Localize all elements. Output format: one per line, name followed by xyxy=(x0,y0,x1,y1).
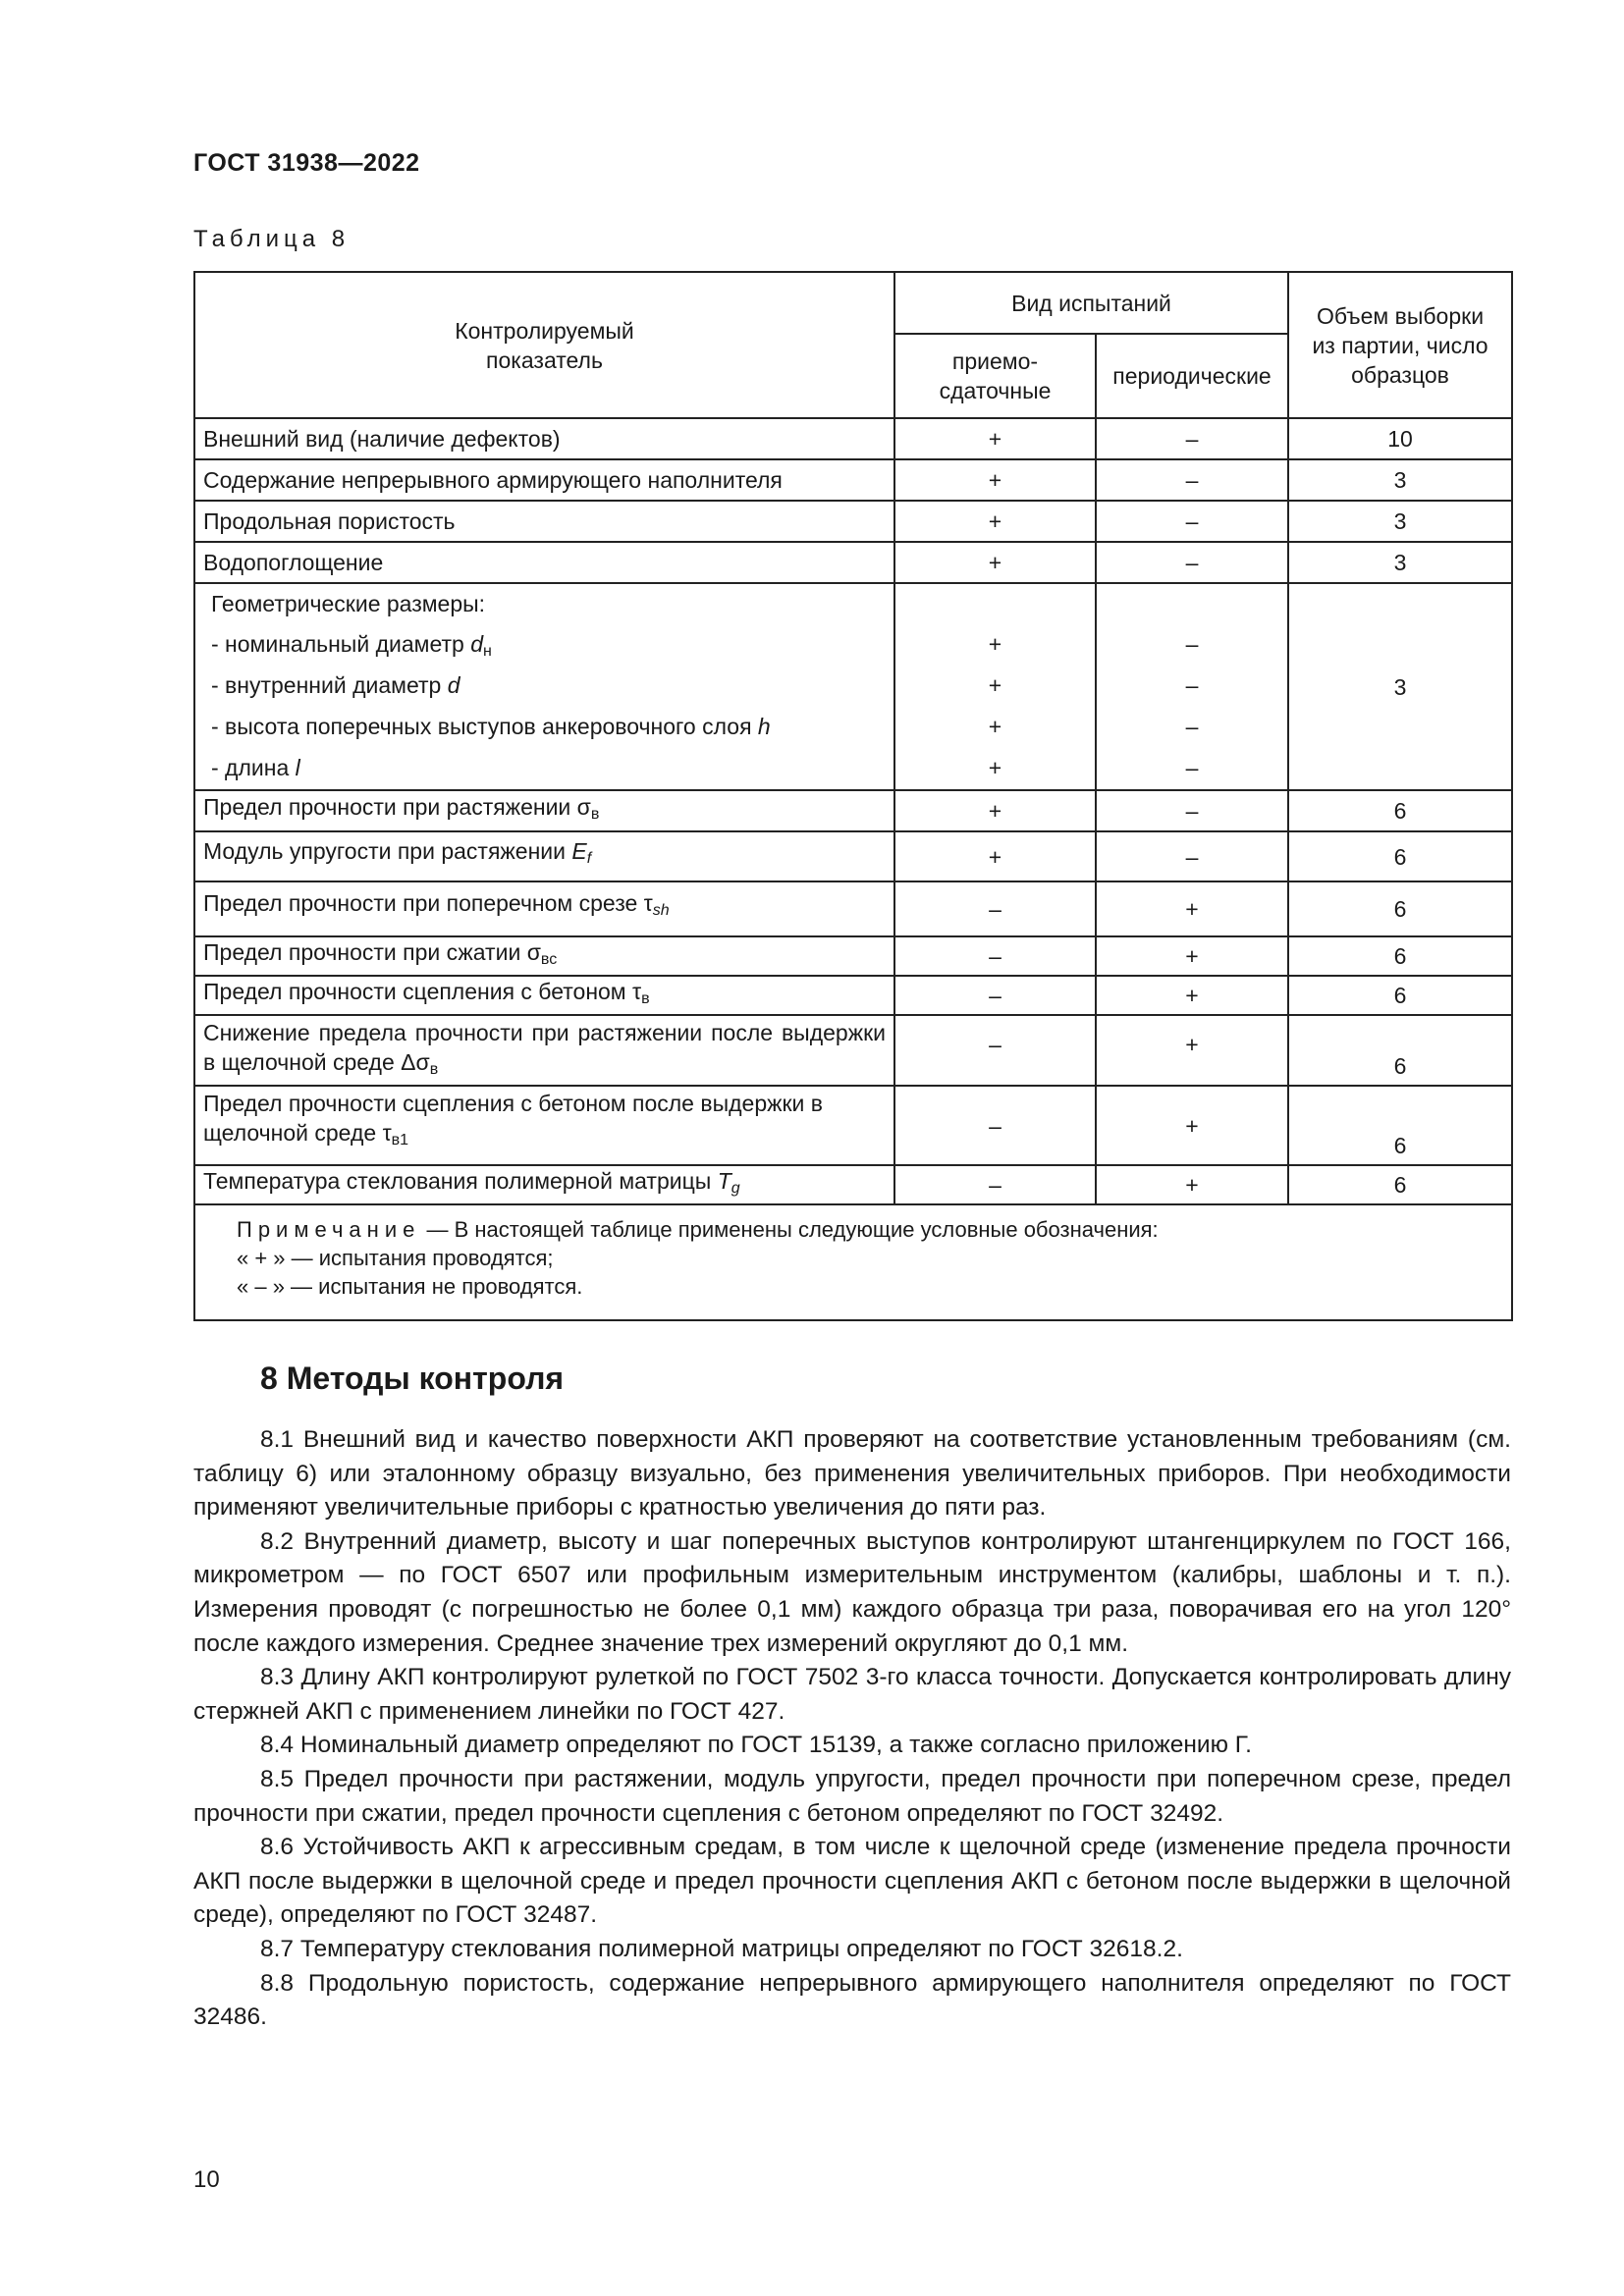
table-row xyxy=(194,459,1512,501)
geometry-acceptance: + + + + xyxy=(894,583,1096,790)
geometry-item: - длина l xyxy=(211,755,300,780)
header-acceptance: приемо-сдаточные xyxy=(894,334,1096,418)
row-periodic: + xyxy=(1096,1165,1288,1204)
row-acceptance: + xyxy=(894,790,1096,831)
table-row xyxy=(194,790,1512,831)
paragraph: 8.4 Номинальный диаметр определяют по ГОСТ 15139, а также согласно приложению Г. xyxy=(260,1732,1252,1759)
row-acceptance: – xyxy=(894,1165,1096,1204)
row-sample: 6 xyxy=(1288,976,1512,1015)
row-acceptance: – xyxy=(894,976,1096,1015)
geometry-sample: 3 xyxy=(1288,583,1512,790)
table-row xyxy=(194,542,1512,583)
row-sample: 6 xyxy=(1288,1015,1512,1086)
row-periodic: – xyxy=(1096,542,1288,583)
table-row xyxy=(194,1015,1512,1086)
row-name: Предел прочности при поперечном срезе $\tau_{sh}$ xyxy=(194,881,894,936)
table-note xyxy=(194,1204,1512,1320)
section-title: 8 Методы контроля xyxy=(260,1361,565,1396)
section-body xyxy=(193,1423,1511,2035)
row-acceptance: – xyxy=(894,1015,1096,1086)
row-acceptance: – xyxy=(894,881,1096,936)
header-sample-size: Объем выборки из партии, число образцов xyxy=(1288,272,1512,418)
row-periodic: + xyxy=(1096,976,1288,1015)
geometry-item: - номинальный диаметр $d_н$ xyxy=(211,631,492,660)
row-acceptance: + xyxy=(894,418,1096,459)
row-periodic: + xyxy=(1096,1086,1288,1165)
row-name: Предел прочности сцепления с бетоном после выдержки в щелочной среде $\tau_{в1}$ xyxy=(194,1086,894,1165)
row-acceptance: + xyxy=(894,501,1096,542)
row-acceptance: – xyxy=(894,936,1096,976)
header-indicator: Контролируемый показатель xyxy=(194,272,894,418)
paragraph: 8.5 Предел прочности при растяжении, модуль упругости, предел прочности при поперечном срезе, предел прочности при сжатии, предел прочности сцепления с бетоном определяют по ГОСТ 32492. xyxy=(193,1765,1511,1827)
note-label: Примечание xyxy=(237,1217,421,1242)
table-row xyxy=(194,976,1512,1015)
table-caption: Таблица 8 xyxy=(193,226,351,252)
row-sample: 6 xyxy=(1288,831,1512,881)
row-name: Водопоглощение xyxy=(194,542,894,583)
row-acceptance: + xyxy=(894,542,1096,583)
row-acceptance: – xyxy=(894,1086,1096,1165)
row-name: Предел прочности сцепления с бетоном $\tau_в$ xyxy=(194,976,894,1015)
header-periodic: периодические xyxy=(1096,334,1288,418)
row-periodic: – xyxy=(1096,790,1288,831)
header-test-type: Вид испытаний xyxy=(894,272,1288,334)
table-row xyxy=(194,1165,1512,1204)
paragraph: 8.3 Длину АКП контролируют рулеткой по ГОСТ 7502 3-го класса точности. Допускается контролировать длину стержней АКП с применением линейки по ГОСТ 427. xyxy=(193,1664,1511,1725)
paragraph: 8.6 Устойчивость АКП к агрессивным средам, в том числе к щелочной среде (изменение предела прочности АКП после выдержки в щелочной среде и предел прочности сцепления АКП с бетоном после выдержки в щелочной среде), определяют по ГОСТ 32487. xyxy=(193,1834,1511,1929)
inspection-table xyxy=(193,271,1513,1321)
row-name: Предел прочности при растяжении $\sigma_в$ xyxy=(194,790,894,831)
row-periodic: + xyxy=(1096,881,1288,936)
paragraph: 8.7 Температуру стеклования полимерной матрицы определяют по ГОСТ 32618.2. xyxy=(260,1935,1183,1962)
row-periodic: + xyxy=(1096,1015,1288,1086)
geometry-item: - внутренний диаметр d xyxy=(211,672,460,698)
row-periodic: – xyxy=(1096,501,1288,542)
row-sample: 6 xyxy=(1288,1086,1512,1165)
row-sample: 6 xyxy=(1288,790,1512,831)
table-row xyxy=(194,881,1512,936)
table-row xyxy=(194,418,1512,459)
paragraph: 8.8 Продольную пористость, содержание непрерывного армирующего наполнителя определяют по ГОСТ 32486. xyxy=(193,1969,1511,2031)
row-sample: 3 xyxy=(1288,459,1512,501)
row-name: Предел прочности при сжатии $\sigma_{вс}$ xyxy=(194,936,894,976)
page-number: 10 xyxy=(193,2166,220,2193)
row-periodic: – xyxy=(1096,831,1288,881)
row-sample: 6 xyxy=(1288,881,1512,936)
row-sample: 3 xyxy=(1288,542,1512,583)
row-sample: 3 xyxy=(1288,501,1512,542)
table-row xyxy=(194,501,1512,542)
note-text: — В настоящей таблице применены следующие условные обозначения: xyxy=(420,1217,1159,1242)
row-sample: 6 xyxy=(1288,936,1512,976)
row-periodic: + xyxy=(1096,936,1288,976)
row-acceptance: + xyxy=(894,459,1096,501)
geometry-list xyxy=(194,583,894,790)
table-row xyxy=(194,1086,1512,1165)
geometry-item: - высота поперечных выступов анкеровочного слоя h xyxy=(211,714,771,739)
row-periodic: – xyxy=(1096,459,1288,501)
row-periodic: – xyxy=(1096,418,1288,459)
row-name: Снижение предела прочности при растяжении после выдержки в щелочной среде $\Delta\sigma_в$ xyxy=(194,1015,894,1086)
note-line-minus: « – » — испытания не проводятся. xyxy=(237,1274,583,1299)
row-name: Продольная пористость xyxy=(194,501,894,542)
row-name: Содержание непрерывного армирующего наполнителя xyxy=(194,459,894,501)
row-name: Температура стеклования полимерной матрицы $T_g$ xyxy=(194,1165,894,1204)
geometry-periodic: – – – – xyxy=(1096,583,1288,790)
table-row xyxy=(194,831,1512,881)
document-code: ГОСТ 31938—2022 xyxy=(193,149,420,177)
paragraph: 8.2 Внутренний диаметр, высоту и шаг поперечных выступов контролируют штангенциркулем по ГОСТ 166, микрометром — по ГОСТ 6507 или профильным измерительным инструментом (калибры, шаблоны и т. п.). Измерения проводят (с погрешностью не более 0,1 мм) каждого образца три раза, поворачивая его на угол 120° после каждого измерения. Среднее значение трех измерений округляют до 0,1 мм. xyxy=(193,1527,1511,1657)
table-row xyxy=(194,936,1512,976)
row-name: Внешний вид (наличие дефектов) xyxy=(194,418,894,459)
row-name: Модуль упругости при растяжении $E_f$ xyxy=(194,831,894,881)
geometry-row xyxy=(194,583,1512,790)
note-line-plus: « + » — испытания проводятся; xyxy=(237,1246,554,1270)
row-acceptance: + xyxy=(894,831,1096,881)
row-sample: 6 xyxy=(1288,1165,1512,1204)
paragraph: 8.1 Внешний вид и качество поверхности АКП проверяют на соответствие установленным требованиям (см. таблицу 6) или эталонному образцу визуально, без применения увеличительных приборов. При необходимости применяют увеличительные приборы с кратностью увеличения до пяти раз. xyxy=(193,1426,1511,1522)
row-sample: 10 xyxy=(1288,418,1512,459)
geometry-title: Геометрические размеры: xyxy=(211,591,486,616)
